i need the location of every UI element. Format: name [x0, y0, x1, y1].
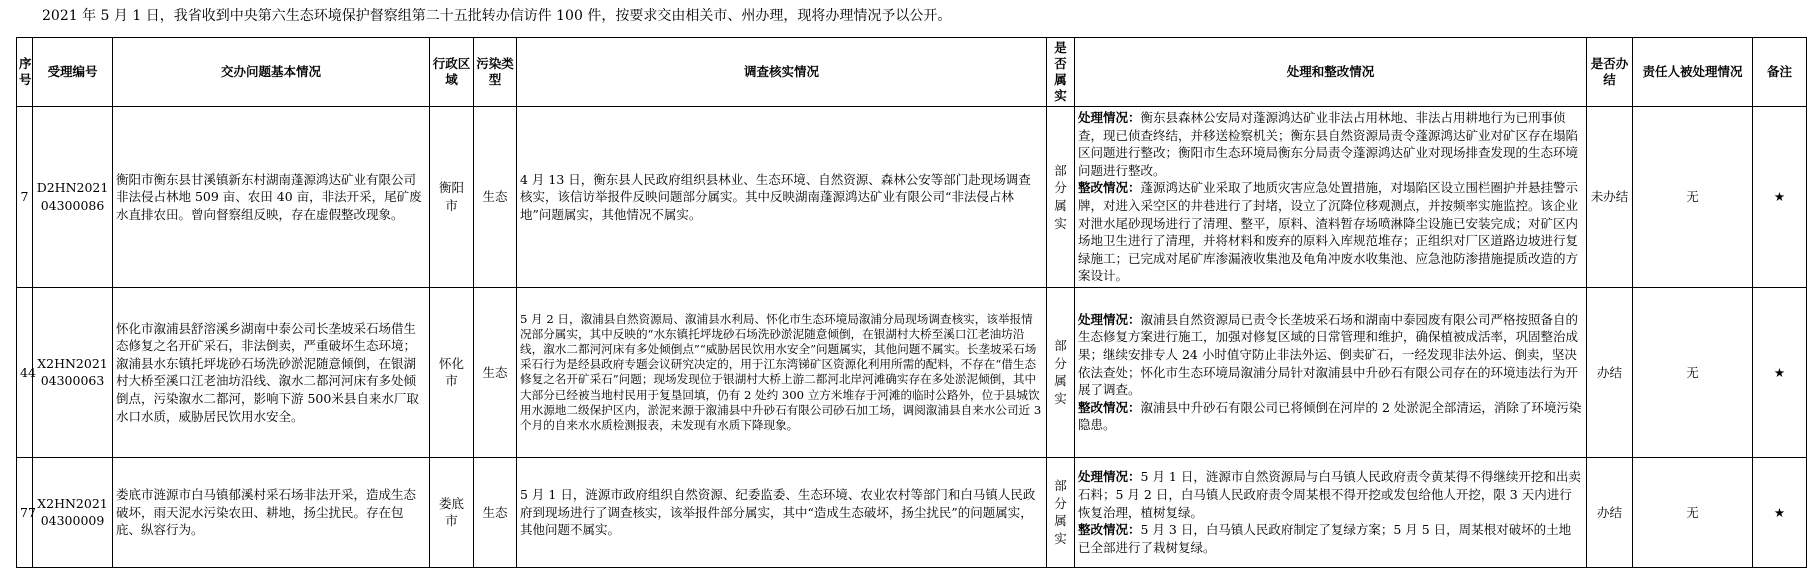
- problem-cell: 怀化市溆浦县舒溶溪乡湖南中泰公司长垄坡采石场借生态修复之名开矿采石，非法倒卖，严重破坏生态环境；溆浦县水东镇托坪垅砂石场洗砂淤泥随意倾倒，在银湖村大桥至溪口江老油坊沿线、溆水二都河河床有多处倾倒点，污染溆水二都河，影响下游 500米县自来水厂取水口水质，威胁居民饮用水安全。: [113, 287, 430, 457]
- rectification-label: 整改情况：: [1078, 399, 1141, 415]
- verified-cell: 部分属实: [1047, 287, 1075, 457]
- case-no-cell: X2HN202104300063: [33, 287, 113, 457]
- header-verified: 是否属实: [1047, 38, 1075, 107]
- accountability-cell: 无: [1633, 287, 1753, 457]
- accountability-cell: 无: [1633, 457, 1753, 567]
- case-table: [16, 37, 1807, 568]
- header-district: 行政区域: [430, 38, 474, 107]
- handling-text: 衡东县森林公安局对蓬源鸿达矿业非法占用林地、非法占用耕地行为已刑事侦查，现已侦查终结，并移送检察机关；衡东县自然资源局责令蓬源鸿达矿业对矿区存在塌陷区问题进行整改；衡阳市生态环境局衡东分局责令蓬源鸿达矿业对现场排查发现的生态环境问题进行整改。: [1078, 110, 1579, 178]
- closed-cell: 办结: [1587, 287, 1633, 457]
- handling-cell: [1075, 287, 1587, 457]
- district-cell: 怀化市: [430, 287, 474, 457]
- verified-cell: 部分属实: [1047, 107, 1075, 288]
- rectification-text: 溆浦县中升砂石有限公司已将倾倒在河岸的 2 处淤泥全部清运，消除了环境污染隐患。: [1078, 399, 1582, 433]
- handling-cell: [1075, 457, 1587, 567]
- handling-label: 处理情况：: [1078, 311, 1141, 327]
- table-row: [17, 287, 1807, 457]
- intro-text: 2021 年 5 月 1 日，我省收到中央第六生态环境保护督察组第二十五批转办信访件 100 件，按要求交由相关市、州办理，现将办理情况予以公开。: [42, 8, 952, 24]
- rectification-label: 整改情况：: [1078, 180, 1141, 196]
- problem-cell: 娄底市涟源市白马镇郁溪村采石场非法开采，造成生态破坏，雨天泥水污染农田、耕地，扬尘扰民。存在包庇、纵容行为。: [113, 457, 430, 567]
- seq-cell: 44: [17, 287, 33, 457]
- rectification-text: 5 月 3 日，白马镇人民政府制定了复绿方案；5 月 5 日，周某根对破坏的土地已全部进行了栽树复绿。: [1078, 522, 1572, 555]
- problem-cell: 衡阳市衡东县甘溪镇新东村湖南蓬源鸿达矿业有限公司非法侵占林地 509 亩、农田 40 亩，非法开采，尾矿废水直排农田。曾向督察组反映，存在虚假整改现象。: [113, 107, 430, 288]
- remark-star-icon: ★: [1753, 457, 1807, 567]
- handling-label: 处理情况：: [1078, 110, 1141, 125]
- table-row: [17, 107, 1807, 288]
- investigation-cell: 4 月 13 日，衡东县人民政府组织县林业、生态环境、自然资源、森林公安等部门赴现场调查核实，该信访举报件反映问题部分属实。其中反映湖南蓬源鸿达矿业有限公司“非法侵占林地”问题属实，其他情况不属实。: [517, 107, 1047, 288]
- pollution-cell: 生态: [474, 107, 517, 288]
- header-seq: 序号: [17, 38, 33, 107]
- case-no-cell: X2HN202104300009: [33, 457, 113, 567]
- district-cell: 娄底市: [430, 457, 474, 567]
- handling-text: 5 月 1 日，涟源市自然资源局与白马镇人民政府责令黄某得不得继续开挖和出卖石料；5 月 2 日，白马镇人民政府责令周某根不得开挖或发包给他人开挖，限 3 天内进行恢复治理，植树复绿。: [1078, 469, 1581, 520]
- table-row: [17, 457, 1807, 567]
- header-remark: 备注: [1753, 38, 1807, 107]
- remark-star-icon: ★: [1753, 287, 1807, 457]
- handling-label: 处理情况：: [1078, 469, 1141, 485]
- investigation-cell: 5 月 1 日，涟源市政府组织自然资源、纪委监委、生态环境、农业农村等部门和白马镇人民政府到现场进行了调查核实，该举报件部分属实，其中“造成生态破坏，扬尘扰民”的问题属实，其他问题不属实。: [517, 457, 1047, 567]
- header-investigation: 调查核实情况: [517, 38, 1047, 107]
- header-pollution: 污染类型: [474, 38, 517, 107]
- seq-cell: 77: [17, 457, 33, 567]
- investigation-cell: 5 月 2 日，溆浦县自然资源局、溆浦县水利局、怀化市生态环境局溆浦分局现场调查核实，该举报情况部分属实，其中反映的“水东镇托坪垅砂石场洗砂淤泥随意倾倒，在银湖村大桥至溪口江老油坊沿线，溆水二都河河床有多处倾倒点”“威胁居民饮用水安全”问题属实，其他问题不属实。长垄坡采石场采石行为是经县政府专题会议研究决定的，用于江东湾锑矿区资源化利用所需的配料，不存在“借生态修复之名开矿采石”问题；现场发现位于银湖村大桥上游二都河北岸河滩确实存在多处淤泥倾倒，其中大部分已经被当地村民用于复垦回填，仍有 2 处约 300 立方米堆存于河滩的临时公路外，位于县城饮用水源地二级保护区内，淤泥来源于溆浦县中升砂石有限公司砂石加工场，调阅溆浦县自来水公司近 3 个月的自来水水质检测报表，未发现有水质下降现象。: [517, 287, 1047, 457]
- header-closed: 是否办结: [1587, 38, 1633, 107]
- header-accountability: 责任人被处理情况: [1633, 38, 1753, 107]
- closed-cell: 办结: [1587, 457, 1633, 567]
- closed-cell: 未办结: [1587, 107, 1633, 288]
- rectification-text: 蓬源鸿达矿业采取了地质灾害应急处置措施，对塌陷区设立围栏圈护并悬挂警示牌，对进入采空区的井巷进行了封堵，设立了沉降位移观测点，并按频率实施监控。该企业对泄水尾砂现场进行了清理、整平，原料、渣料暂存场喷淋降尘设施已安装完成；对矿区内场地卫生进行了清理，并将材料和废弃的原料入库规范堆存；正组织对厂区道路边坡进行复绿施工；已完成对尾矿库渗漏液收集池及龟角冲废水收集池、应急池防渗措施提质改造的方案设计。: [1078, 180, 1579, 284]
- pollution-cell: 生态: [474, 287, 517, 457]
- header-handling: 处理和整改情况: [1075, 38, 1587, 107]
- case-no-cell: D2HN202104300086: [33, 107, 113, 288]
- accountability-cell: 无: [1633, 107, 1753, 288]
- district-cell: 衡阳市: [430, 107, 474, 288]
- pollution-cell: 生态: [474, 457, 517, 567]
- table-header-row: [17, 38, 1807, 107]
- header-case-no: 受理编号: [33, 38, 113, 107]
- rectification-label: 整改情况：: [1078, 522, 1141, 538]
- header-problem: 交办问题基本情况: [113, 38, 430, 107]
- remark-star-icon: ★: [1753, 107, 1807, 288]
- verified-cell: 部分属实: [1047, 457, 1075, 567]
- seq-cell: 7: [17, 107, 33, 288]
- handling-text: 溆浦县自然资源局已责令长垄坡采石场和湖南中泰园废有限公司严格按照备自的生态修复方案进行施工，加强对修复区域的日常管理和维护，确保植被成活率，巩固整治成果；继续安排专人 24 小时值守防止非法外运、倒卖矿石，一经发现非法外运、倒卖，坚决依法查处；怀化市生态环境局溆浦分局针对溆浦县中升砂石有限公司存在的环境违法行为开展了调查。: [1078, 311, 1579, 398]
- handling-cell: [1075, 107, 1587, 288]
